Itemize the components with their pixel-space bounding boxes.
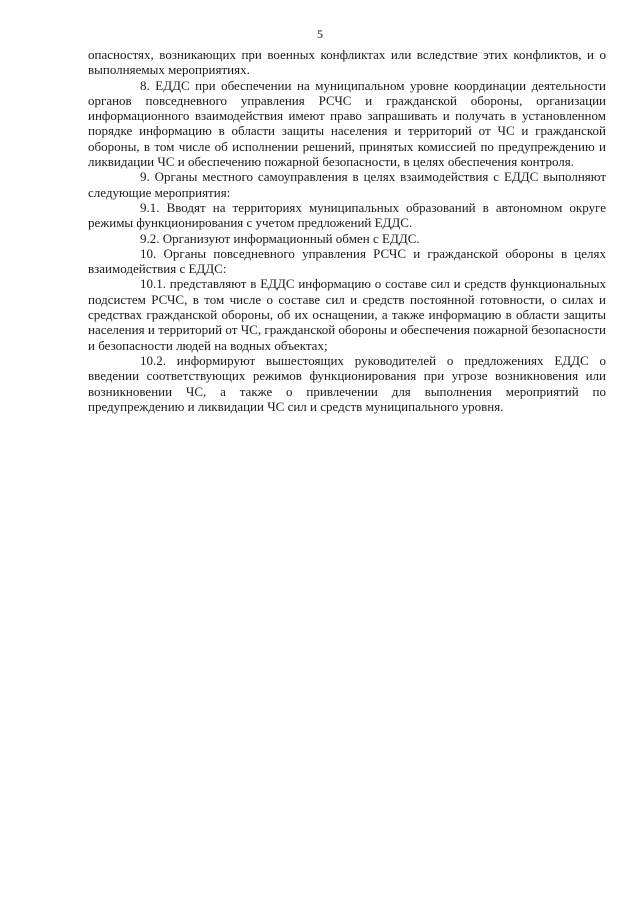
paragraph-9-2: 9.2. Организуют информационный обмен с ЕДДС. [140, 230, 420, 246]
paragraph-8: 8. ЕДДС при обеспечении на муниципальном уровне координации деятельности органов повседневного управления РСЧС и гражданской обороны, организации информационного взаимодействия имеют право запрашивать и получать в установленном порядке информацию в области защиты населения и территорий от ЧС и гражданской обороны, в том числе об исполнении решений, принятых комиссией по предупреждению и ликвидации ЧС и обеспечению пожарной безопасности, в целях обеспечения контроля. [88, 77, 606, 170]
paragraph-10-2: 10.2. информируют вышестоящих руководителей о предложениях ЕДДС о введении соответствующих режимов функционирования при угрозе возникновения или возникновении ЧС, а также о привлечении для выполнения мероприятий по предупреждению и ликвидации ЧС сил и средств муниципального уровня. [88, 352, 606, 414]
paragraph-continuation: опасностях, возникающих при военных конфликтах или вследствие этих конфликтов, и о выполняемых мероприятиях. [88, 47, 606, 78]
paragraph-9: 9. Органы местного самоуправления в целях взаимодействия с ЕДДС выполняют следующие мероприятия: [88, 169, 606, 200]
paragraph-10: 10. Органы повседневного управления РСЧС и гражданской обороны в целях взаимодействия с ЕДДС: [88, 245, 606, 277]
paragraph-9-1: 9.1. Вводят на территориях муниципальных образований в автономном округе режимы функционирования с учетом предложений ЕДДС. [88, 199, 606, 231]
page-number: 5 [317, 27, 323, 41]
document-body [88, 47, 606, 414]
paragraph-10-1: 10.1. представляют в ЕДДС информацию о составе сил и средств функциональных подсистем РСЧС, в том числе о составе сил и средств постоянной готовности, о силах и средствах гражданской обороны, об их оснащении, а также информацию в области защиты населения и территорий от ЧС, гражданской обороны и обеспечения пожарной безопасности и безопасности людей на водных объектах; [88, 276, 606, 353]
